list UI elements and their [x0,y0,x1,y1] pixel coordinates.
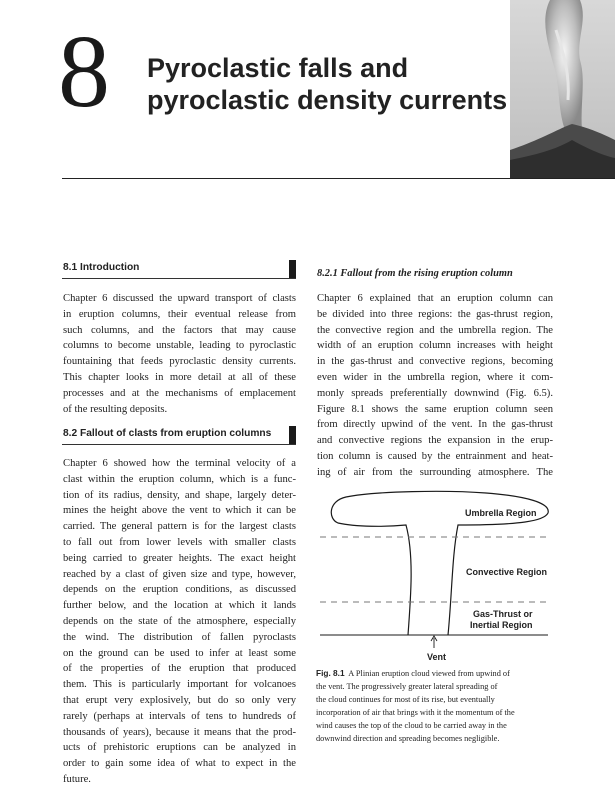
text-line: width of an eruption column increases with height [317,340,553,352]
text-line: fountaining that feeds pyroclastic density currents. [63,356,296,368]
caption-line: the vent. The progressively greater lateral spreading of [316,682,498,692]
label-convective-region: Convective Region [466,567,548,577]
text-line: even wider in the umbrella region, where it com- [317,371,553,383]
text-line: depends on the state of the atmosphere, especially [63,615,296,627]
text-line: ucts of prehistoric eruptions can be analyzed in [63,742,296,754]
text-line: on the ground can be used to infer at least some [63,647,296,659]
section-heading: 8.2 Fallout of clasts from eruption columns [63,428,272,439]
section-rule [62,444,296,445]
caption-line: incorporation of air that brings with it the momentum of the [316,708,515,718]
text-line: Figure 8.1 shows the same eruption column seen [317,403,553,415]
text-line: ing of air from the surrounding atmosphere. The [317,466,553,478]
header-rule [62,178,615,179]
text-line: Chapter 6 discussed the upward transport of clasts [63,293,296,304]
text-line: Chapter 6 explained that an eruption column can [317,293,553,304]
text-line: tion of its radius, density, and shape, largely deter- [63,489,296,501]
text-line: in the gas-thrust and convective regions, becoming [317,356,553,368]
text-line: This chapter looks in more detail at all of these [63,371,296,383]
section-rule [62,278,296,279]
label-gas-thrust-line-1: Gas-Thrust or [473,609,533,619]
text-line: carried. The general pattern is for the largest clasts [63,521,296,533]
text-line: from directly upwind of the vent. In the gas-thrust [317,419,553,431]
text-line: processes and at the mechanisms of emplacement [63,387,296,399]
subsection-heading: 8.2.1 Fallout from the rising eruption column [317,268,513,279]
text-line: such columns, and the factors that may cause [63,324,296,336]
text-line: the convective region and the umbrella region. The [317,324,553,336]
eruption-photo-image [510,0,615,178]
text-line: columns to become unstable, leading to pyroclastic [63,340,296,352]
caption-line [316,667,515,680]
text-line: reached by a clast of given size and type, however, [63,568,296,580]
caption-line: the cloud continues for most of its rise, but eventually [316,695,495,705]
text-line: depends on the eruption conditions, as discussed [63,584,296,596]
text-line: further below, and the location at which it lands [63,600,296,612]
text-line: tion column is caused by the entrainment and heat- [317,450,553,462]
text-line: thousands of years), because it means that the prod- [63,726,296,738]
text-line: the wind. The distribution of fallen pyroclasts [63,631,296,643]
chapter-title [147,52,507,116]
section-2-body [63,456,296,788]
text-line: be divided into three regions: the gas-thrust region, [317,308,553,320]
text-line: to fall out from lower levels with smaller clasts [63,536,296,548]
section-1-body [63,291,296,417]
text-line: clast within the eruption column, which is a func- [63,473,296,485]
text-line: of the properties of the eruption that produced [63,663,296,675]
chapter-title-line: Pyroclastic falls and [147,53,409,83]
text-line: being carried to greater heights. The exact height [63,552,296,564]
chapter-title-line: pyroclastic density currents [147,85,508,115]
chapter-photo-eruption [510,0,615,178]
section-heading: 8.1 Introduction [63,262,140,273]
figure-8-1 [316,485,552,665]
section-marker [289,426,296,444]
text-line: that erupt very explosively, but do so only very [63,694,296,706]
text-line: and convective regions the expansion in the erup- [317,435,553,447]
text-line: of the resulting deposits. [63,403,168,415]
section-marker [289,260,296,278]
text-line: in eruption columns, their eventual release from [63,308,296,320]
text-line: order to gain some idea of what to expect in the [63,758,296,770]
label-vent: Vent [427,652,447,662]
subsection-body [317,291,553,481]
text-line: them. This is particularly important for volcanoes [63,679,296,691]
text-line: future. [63,773,91,785]
caption-label: Fig. 8.1 [316,668,345,678]
caption-line: downwind direction and spreading becomes negligible. [316,734,500,744]
label-gas-thrust-line-2: Inertial Region [470,620,533,630]
chapter-number: 8 [58,14,110,129]
label-umbrella-region: Umbrella Region [465,508,537,518]
text-line: mines the height above the vent to which it can be [63,505,296,517]
caption-text: A Plinian eruption cloud viewed from upwind of [348,669,510,678]
text-line: monly spreads preferentially downwind (Fig. 6.5). [317,387,553,399]
text-line: rarely (perhaps at intervals of tens to hundreds of [63,710,296,722]
text-line: Chapter 6 showed how the terminal velocity of a [63,458,296,469]
caption-line: wind causes the top of the cloud to be carried away in the [316,721,507,731]
eruption-column-diagram [316,485,552,665]
figure-caption [316,667,515,746]
